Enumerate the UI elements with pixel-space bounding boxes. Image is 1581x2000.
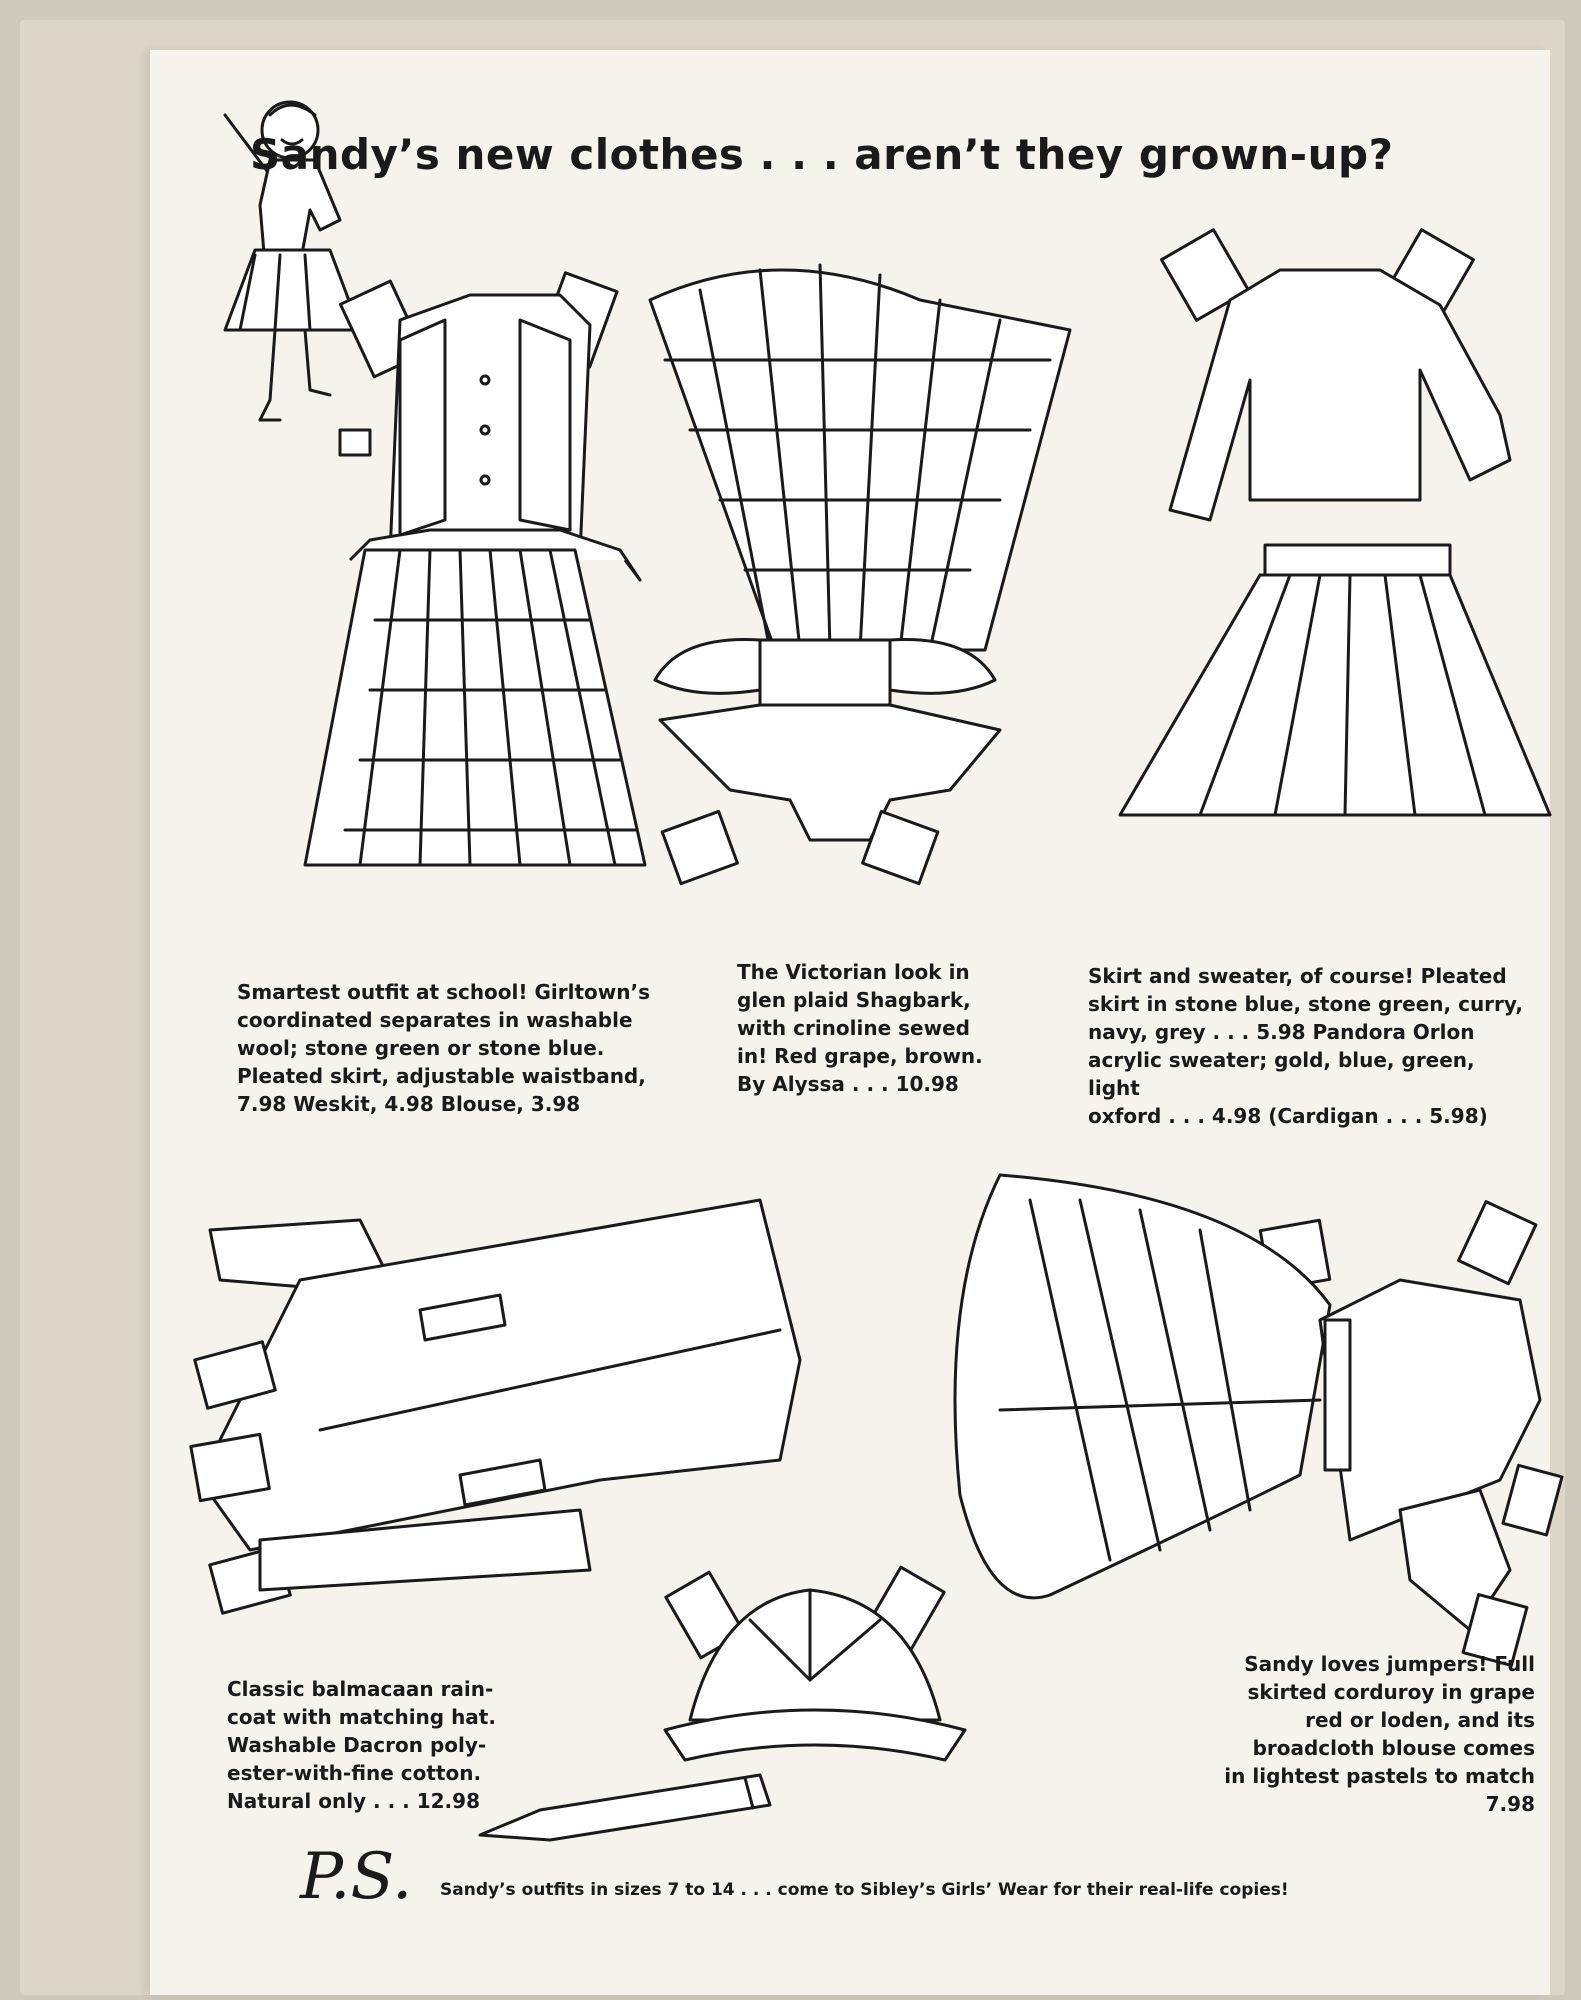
ps-handwritten-mark: P.S.	[300, 1840, 413, 1914]
caption-skirt-sweater: Skirt and sweater, of course! Pleated skirt in stone blue, stone green, curry, navy, grey . . . 5.98 Pandora Orlon acrylic sweater; gold, blue, green, light oxford . . . 4.98 (Cardigan . . . 5.98)	[1088, 964, 1523, 1128]
page-title: Sandy’s new clothes . . . aren’t they grown-up?	[250, 130, 1394, 179]
caption-jumper: Sandy loves jumpers! Full skirted corduroy in grape red or loden, and its broadcloth blouse comes in lightest pastels to match 7.98	[1224, 1652, 1535, 1816]
jumper-illustration	[955, 1175, 1562, 1665]
caption-school-outfit: Smartest outfit at school! Girltown’s coordinated separates in washable wool; stone green or stone blue. Pleated skirt, adjustable waistband, 7.98 Weskit, 4.98 Blouse, 3.98	[237, 980, 650, 1116]
hat-illustration	[665, 1567, 965, 1760]
victorian-dress-illustration	[650, 265, 1070, 884]
raincoat-illustration	[191, 1200, 800, 1613]
school-outfit-illustration	[305, 273, 645, 865]
skirt-sweater-illustration	[1120, 230, 1550, 815]
caption-raincoat: Classic balmacaan rain- coat with matching hat. Washable Dacron poly- ester-with-fine cotton. Natural only . . . 12.98	[227, 1677, 496, 1813]
caption-victorian: The Victorian look in glen plaid Shagbark, with crinoline sewed in! Red grape, brown. By Alyssa . . . 10.98	[737, 960, 983, 1096]
footer-note: Sandy’s outfits in sizes 7 to 14 . . . come to Sibley’s Girls’ Wear for their real-life copies!	[440, 1880, 1289, 1900]
